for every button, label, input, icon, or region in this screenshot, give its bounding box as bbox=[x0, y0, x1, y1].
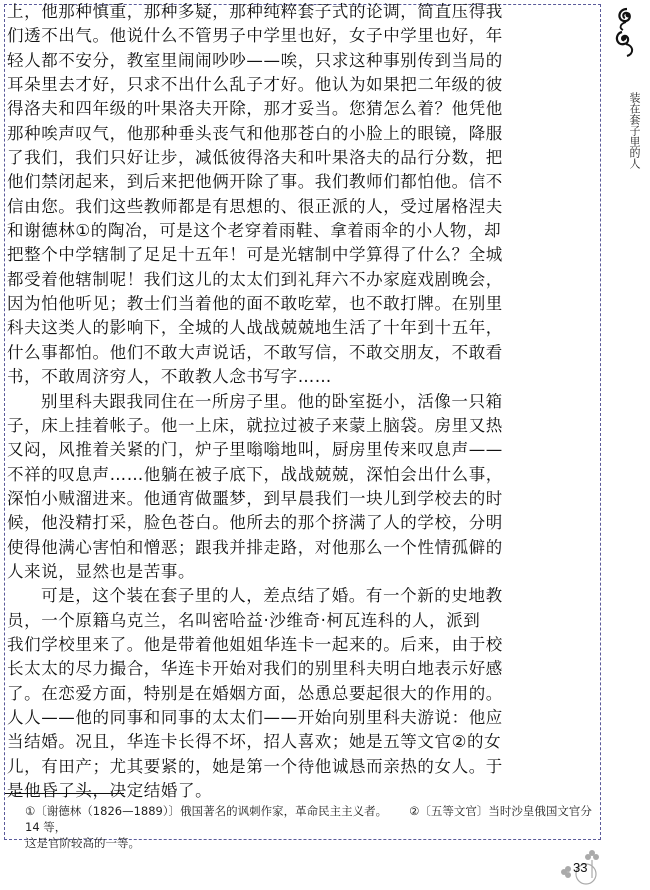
running-title: 装在套子里的人 bbox=[628, 92, 641, 169]
text-line: 轻人都不安分，教室里闹闹吵吵——唉，只求这种事别传到当局的 bbox=[7, 50, 503, 70]
text-line: 和谢德林①的陶冶，可是这个老穿着雨鞋、拿着雨伞的小人物，却 bbox=[7, 221, 502, 241]
footnote-1: ①〔谢德林（1826—1889）〕俄国著名的讽刺作家，革命民主主义者。 bbox=[25, 804, 388, 818]
text-line: 他们禁闭起来，到后来把他俩开除了事。我们教师们都怕他。信不 bbox=[7, 172, 503, 192]
text-line: 耳朵里去才好，只求不出什么乱子才好。他认为如果把二年级的彼 bbox=[7, 75, 503, 95]
footnotes bbox=[25, 803, 605, 851]
text-line: 把整个中学辖制了足足十五年！可是光辖制中学算得了什么？全城 bbox=[7, 245, 503, 265]
text-line: 使得他满心害怕和憎恶；跟我并排走路，对他那么一个性情孤僻的 bbox=[7, 537, 503, 557]
text-line: 不祥的叹息声……他躺在被子底下，战战兢兢，深怕会出什么事， bbox=[7, 464, 503, 484]
text-line: 可是，这个装在套子里的人，差点结了婚。有一个新的史地教 bbox=[41, 586, 503, 606]
text-line: 员，一个原籍乌克兰，名叫密哈益·沙维奇·柯瓦连科的人，派到 bbox=[7, 610, 481, 630]
footnote-rule bbox=[5, 793, 124, 794]
flourish-ornament-icon bbox=[612, 6, 642, 58]
footnote-2: ②〔五等文官〕当时沙皇俄国文官分 14 等， bbox=[25, 804, 592, 834]
text-line: 又闷，风推着关紧的门，炉子里嗡嗡地叫，厨房里传来叹息声—— bbox=[7, 440, 503, 460]
footnote-2-continuation: 这是官阶较高的一等。 bbox=[25, 836, 140, 850]
text-line: 得洛夫和四年级的叶果洛夫开除，那才妥当。您猜怎么着？他凭他 bbox=[7, 99, 503, 119]
text-line: 信由您。我们这些教师都是有思想的、很正派的人，受过屠格涅夫 bbox=[7, 196, 503, 216]
text-line: 科夫这类人的影响下，全城的人战战兢兢地生活了十年到十五年， bbox=[7, 318, 503, 338]
text-line: 子，床上挂着帐子。他一上床，就拉过被子来蒙上脑袋。房里又热 bbox=[7, 415, 503, 435]
text-line: 书，不敢周济穷人，不敢教人念书写字…… bbox=[7, 367, 332, 387]
text-line: 是他昏了头，决定结婚了。 bbox=[7, 781, 213, 800]
text-line: 当结婚。况且，华连卡长得不坏，招人喜欢；她是五等文官②的女 bbox=[7, 732, 502, 752]
footnote-line-1 bbox=[25, 803, 605, 835]
text-line: 别里科夫跟我同住在一所房子里。他的卧室挺小，活像一只箱 bbox=[41, 391, 503, 411]
text-line: 什么事都怕。他们不敢大声说话，不敢写信，不敢交朋友，不敢看 bbox=[7, 342, 503, 362]
text-line: 我们学校里来了。他是带着他姐姐华连卡一起来的。后来，由于校 bbox=[7, 634, 503, 654]
text-line: 都受着他辖制呢！我们这儿的太太们到礼拜六不办家庭戏剧晚会， bbox=[7, 269, 503, 289]
text-line: 了我们，我们只好让步，减低彼得洛夫和叶果洛夫的品行分数，把 bbox=[7, 148, 503, 168]
text-line: 儿，有田产；尤其要紧的，她是第一个待他诚恳而亲热的女人。于 bbox=[7, 756, 503, 776]
text-line: 长太太的尽力撮合，华连卡开始对我们的别里科夫明白地表示好感 bbox=[7, 659, 503, 679]
text-line: 们透不出气。他说什么不管男子中学里也好，女子中学里也好，年 bbox=[7, 26, 503, 46]
text-line: 上，他那种慎重，那种多疑，那种纯粹套子式的论调，简直压得我 bbox=[7, 2, 503, 21]
page-number-ornament bbox=[558, 848, 608, 886]
text-line: 那种唉声叹气，他那种垂头丧气和他那苍白的小脸上的眼镜，降服 bbox=[7, 123, 503, 143]
text-line: 人人——他的同事和同事的太太们——开始向别里科夫游说：他应 bbox=[7, 707, 503, 727]
text-line: 因为怕他听见；教士们当着他的面不敢吃荤，也不敢打牌。在别里 bbox=[7, 294, 503, 314]
text-line: 候，他没精打采，脸色苍白。他所去的那个挤满了人的学校，分明 bbox=[7, 513, 503, 533]
text-line: 了。在恋爱方面，特别是在婚姻方面，怂恿总要起很大的作用的。 bbox=[7, 683, 503, 703]
text-line: 深怕小贼溜进来。他通宵做噩梦，到早晨我们一块儿到学校去的时 bbox=[7, 488, 503, 508]
body-text bbox=[7, 0, 503, 803]
text-line: 人来说，显然也是苦事。 bbox=[7, 561, 196, 581]
page-number: 33 bbox=[573, 860, 588, 875]
